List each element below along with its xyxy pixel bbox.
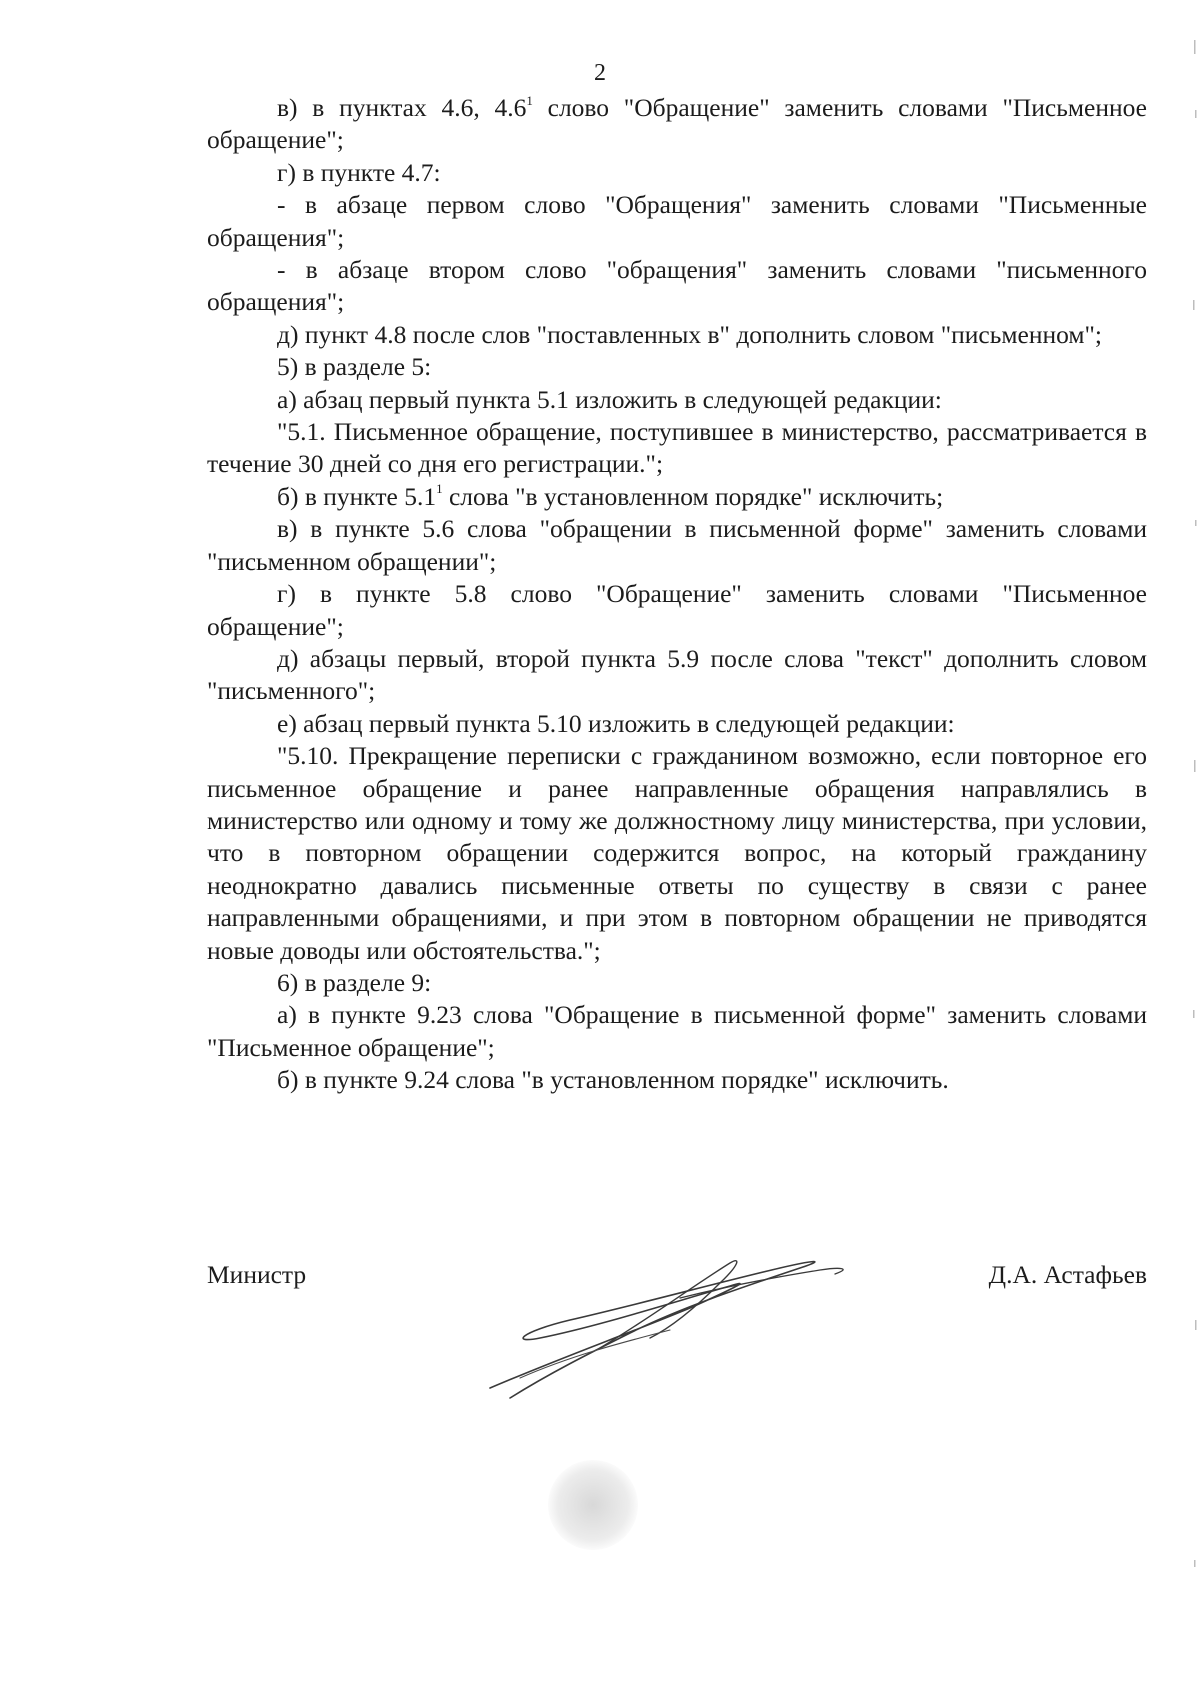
- paragraph-text: слова "в установленном порядке" исключить;: [442, 481, 944, 511]
- paragraph-text: в) в пунктах 4.6, 4.6: [277, 93, 527, 122]
- paragraph: [207, 481, 1147, 513]
- paragraph: [207, 416, 1147, 481]
- paragraph: [207, 740, 1147, 967]
- paragraph-text: слово "Обращение" заменить словами "Письменное обращение";: [207, 93, 1147, 155]
- paragraph-text: г) в пункте 4.7:: [277, 157, 441, 187]
- paragraph-text: е) абзац первый пункта 5.10 изложить в следующей редакции:: [277, 708, 955, 738]
- paragraph-text: "5.1. Письменное обращение, поступившее в министерство, рассматривается в течение 30 дней со дня его регистрации.";: [207, 417, 1147, 479]
- signatory-title: Министр: [207, 1260, 307, 1289]
- paragraph: [207, 319, 1147, 351]
- paragraph: [207, 513, 1147, 578]
- paragraph-text: 5) в разделе 5:: [277, 352, 432, 382]
- paragraph-text: б) в пункте 5.1: [277, 481, 437, 511]
- paragraph-text: а) абзац первый пункта 5.1 изложить в следующей редакции:: [277, 384, 942, 414]
- scan-smudge: [548, 1460, 638, 1550]
- paragraph-text: д) абзацы первый, второй пункта 5.9 после слова "текст" дополнить словом "письменного";: [207, 643, 1147, 706]
- paragraph: [207, 967, 1147, 999]
- paragraph-text: 6) в разделе 9:: [277, 967, 432, 997]
- superscript: 1: [436, 481, 443, 497]
- paragraph-text: - в абзаце первом слово "Обращения" заменить словами "Письменные обращения";: [207, 190, 1147, 252]
- paragraph-text: "5.10. Прекращение переписки с гражданином возможно, если повторное его письменное обращение и ранее направленные обращения направлялись в министерство или одному и тому же должностному лицу министерства, при условии, что в повторном обращении содержится вопрос, на который гражданину неоднократно давались письменные ответы по существу в связи с ранее направленными обращениями, и при этом в повторном обращении не приводятся новые доводы или обстоятельства.";: [207, 741, 1147, 965]
- paragraph-text: г) в пункте 5.8 слово "Обращение" заменить словами "Письменное обращение";: [207, 579, 1147, 641]
- paragraph: [207, 254, 1147, 319]
- paragraph: [207, 708, 1147, 740]
- paragraph: [207, 92, 1147, 157]
- paragraph: [207, 384, 1147, 416]
- paragraph: [207, 578, 1147, 643]
- paragraph-text: а) в пункте 9.23 слова "Обращение в письменной форме" заменить словами "Письменное обращение";: [207, 1000, 1147, 1062]
- paragraph: [207, 157, 1147, 189]
- paragraph: [207, 189, 1147, 254]
- document-body: [207, 92, 1147, 1097]
- signatory-name: Д.А. Астафьев: [988, 1260, 1147, 1289]
- handwritten-signature: [480, 1238, 880, 1418]
- paragraph: [207, 999, 1147, 1064]
- paragraph-text: д) пункт 4.8 после слов "поставленных в" дополнить словом "письменном";: [277, 319, 1103, 349]
- paragraph: [207, 351, 1147, 383]
- page-number: 2: [594, 60, 606, 86]
- paragraph: [207, 1064, 1147, 1096]
- paragraph: [207, 643, 1147, 708]
- paragraph-text: б) в пункте 9.24 слова "в установленном порядке" исключить.: [277, 1065, 949, 1095]
- scan-edge-marks: [1188, 0, 1200, 1697]
- paragraph-text: в) в пункте 5.6 слова "обращении в письменной форме" заменить словами "письменном обращении";: [207, 514, 1147, 576]
- superscript: 1: [526, 92, 533, 108]
- paragraph-text: - в абзаце втором слово "обращения" заменить словами "письменного обращения";: [207, 255, 1147, 317]
